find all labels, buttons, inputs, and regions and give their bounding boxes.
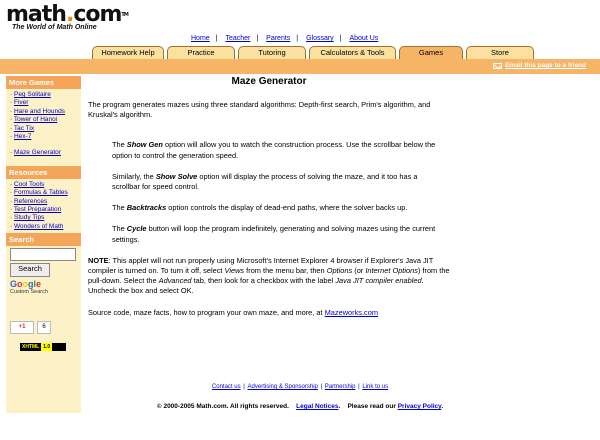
badge-right: 1.0	[43, 344, 51, 350]
toplink-teacher[interactable]: Teacher	[225, 35, 251, 42]
list-item: · Study Tips	[10, 214, 45, 222]
game-link-tac-tix[interactable]: Tac Tix	[13, 124, 35, 132]
google-logo: Google	[10, 279, 42, 290]
footer-link-contact[interactable]: Contact us	[211, 384, 241, 390]
more-games-heading: More Games	[6, 76, 81, 89]
read-policy-text: Please read our	[347, 403, 398, 410]
google-plus-button[interactable]: +1	[10, 321, 34, 334]
list-item: · Peg Solitaire	[10, 91, 51, 98]
search-heading: Search	[6, 233, 81, 246]
footer-links: Contact us | Advertising & Sponsorship | Partnership | Link to us	[211, 384, 389, 390]
list-item: · Tower of Hanoi	[10, 116, 58, 124]
resources-heading: Resources	[6, 166, 81, 179]
spacer	[10, 141, 77, 149]
footer-link-partnership[interactable]: Partnership	[324, 384, 356, 390]
resources-list	[6, 179, 81, 233]
copyright-text: © 2000-2005 Math.com. All rights reserved.	[156, 403, 289, 410]
resource-link-wonders-of-math[interactable]: Wonders of Math	[13, 222, 64, 230]
tab-practice[interactable]: Practice	[167, 46, 235, 59]
badge-left: XHTML	[22, 344, 40, 350]
footer-link-link-to-us[interactable]: Link to us	[362, 384, 389, 390]
list-item: · Cool Tools	[10, 180, 45, 188]
page-title: Maze Generator	[231, 76, 307, 87]
intro-paragraph: The program generates mazes using three standard algorithms: Depth-first search, Prim's algorithm, and Kruskal's algorithm.	[88, 100, 431, 120]
tab-tutoring[interactable]: Tutoring	[238, 46, 306, 59]
legal-notices-link[interactable]: Legal Notices	[296, 403, 339, 410]
footer-link-advertising[interactable]: Advertising & Sponsorship	[247, 384, 318, 390]
list-item: · Fiver	[10, 99, 29, 107]
list-item: · Hex-7	[10, 133, 32, 141]
site-logo[interactable]	[6, 2, 128, 34]
left-sidebar	[6, 76, 81, 413]
custom-search-label: Custom Search	[10, 289, 48, 296]
resource-link-references[interactable]: References	[13, 197, 48, 205]
game-link-hare-and-hounds[interactable]: Hare and Hounds	[13, 107, 65, 115]
xhtml-badge[interactable]	[20, 343, 66, 351]
game-link-fiver[interactable]: Fiver	[13, 99, 29, 107]
list-item: · Maze Generator	[10, 149, 61, 157]
tab-store[interactable]: Store	[466, 46, 534, 59]
logo-wordmark: math.com™	[6, 2, 128, 27]
toplink-glossary[interactable]: Glossary	[306, 35, 334, 42]
toplink-about-us[interactable]: About Us	[349, 35, 379, 42]
search-input[interactable]	[10, 248, 76, 261]
main-content	[88, 76, 450, 329]
backtracks-paragraph: The Backtracks option controls the display of dead-end paths, where the solver backs up.	[112, 203, 408, 213]
tab-games[interactable]: Games	[399, 46, 463, 59]
game-link-maze-generator[interactable]: Maze Generator	[13, 149, 61, 157]
privacy-policy-link[interactable]: Privacy Policy	[397, 403, 442, 410]
top-nav-links: Home | Teacher | Parents | Glossary | About Us	[191, 35, 379, 42]
mazeworks-link[interactable]: Mazeworks.com	[324, 307, 379, 317]
list-item: · Hare and Hounds	[10, 107, 65, 115]
game-link-hex-7[interactable]: Hex-7	[13, 133, 32, 141]
envelope-icon	[493, 63, 502, 69]
more-games-list	[6, 89, 81, 160]
resource-link-cool-tools[interactable]: Cool Tools	[13, 180, 45, 188]
tab-calculators-tools[interactable]: Calculators & Tools	[309, 46, 396, 59]
resource-link-test-preparation[interactable]: Test Preparation	[13, 206, 62, 214]
email-friend-link[interactable]	[493, 62, 586, 69]
list-item: · Formulas & Tables	[10, 189, 68, 197]
cycle-paragraph: The Cycle button will loop the program indefinitely, generating and solving mazes using the current settings.	[112, 224, 436, 244]
list-item: · References	[10, 197, 48, 205]
google-plus-widget	[10, 321, 51, 334]
search-button[interactable]: Search	[10, 263, 50, 277]
google-plus-count: 6	[37, 321, 51, 334]
main-tabs	[92, 46, 534, 58]
list-item: · Tac Tix	[10, 124, 35, 132]
resource-link-formulas-tables[interactable]: Formulas & Tables	[13, 189, 68, 197]
toplink-parents[interactable]: Parents	[266, 35, 291, 42]
list-item: · Test Preparation	[10, 206, 62, 214]
resource-link-study-tips[interactable]: Study Tips	[13, 214, 45, 222]
show-solve-paragraph: Similarly, the Show Solve option will display the process of solving the maze, and it too has a scrollbar for speed control.	[112, 171, 418, 192]
show-gen-paragraph: The Show Gen option will allow you to watch the construction process. Use the scrollbar below the option to control the generation speed.	[112, 140, 436, 160]
source-paragraph: Source code, maze facts, how to program your own maze, and more, at Mazeworks.com	[88, 307, 379, 317]
footer-copyright: © 2000-2005 Math.com. All rights reserved. Legal Notices. Please read our Privacy Policy.	[156, 403, 444, 410]
email-friend-text[interactable]: Email this page to a friend	[505, 62, 586, 69]
game-link-peg-solitaire[interactable]: Peg Solitaire	[13, 91, 51, 98]
tab-homework-help[interactable]: Homework Help	[92, 46, 164, 59]
logo-tagline: The World of Math Online	[12, 24, 97, 31]
game-link-tower-of-hanoi[interactable]: Tower of Hanoi	[13, 116, 58, 124]
toplink-home[interactable]: Home	[191, 35, 210, 42]
note-paragraph: NOTE: This applet will not run properly using Microsoft's Internet Explorer 4 browser if Explorer's Java JIT compiler is turned on. To turn it off, select Views from the menu bar, then Options (or Internet Options) from the pull-down. Select the Advanced tab, then look for a checkbox with the label Java JIT compiler enabled. Uncheck the box and select OK.	[88, 255, 450, 296]
list-item: · Wonders of Math	[10, 222, 64, 230]
